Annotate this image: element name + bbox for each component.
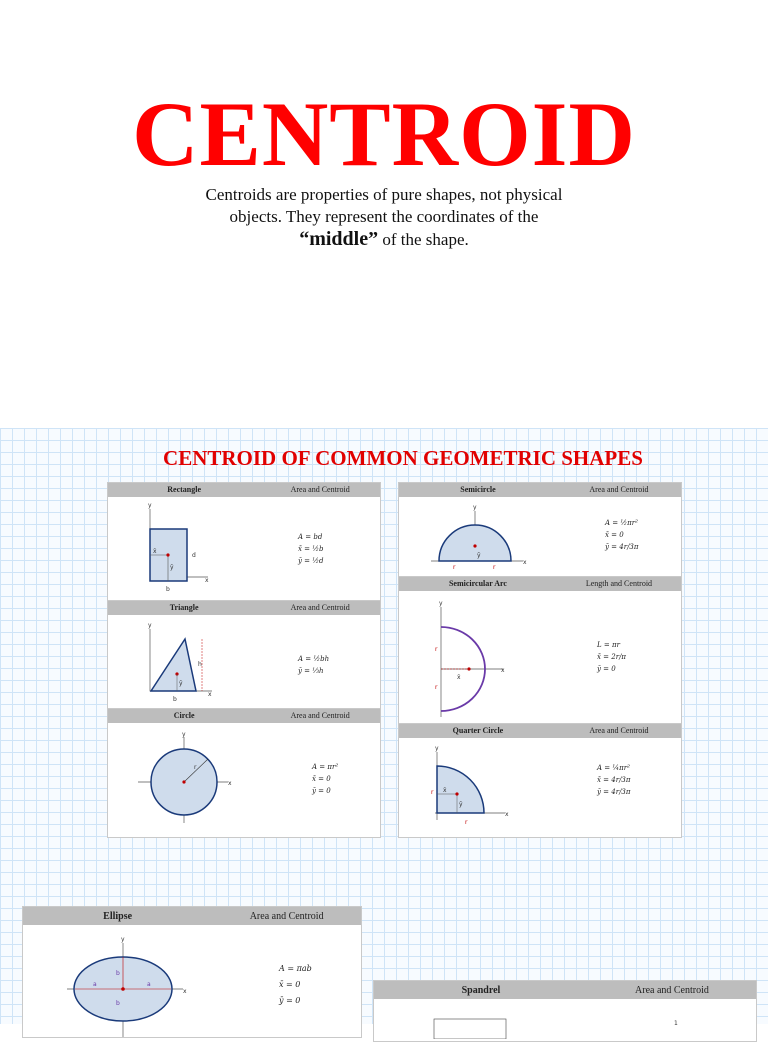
svg-text:x̄: x̄	[153, 548, 157, 555]
rectangle-formulas	[298, 531, 324, 567]
card-semicircular-arc	[398, 576, 682, 724]
svg-text:x: x	[208, 691, 212, 698]
card-title: Rectangle	[167, 485, 202, 494]
semicircle-diagram	[399, 497, 681, 577]
svg-text:y: y	[148, 502, 152, 509]
svg-text:r: r	[194, 764, 197, 771]
card-title: Semicircular Arc	[448, 579, 507, 588]
svg-text:ȳ: ȳ	[477, 552, 481, 559]
card-title: Triangle	[169, 603, 199, 612]
svg-text:b: b	[116, 1000, 120, 1007]
circle-diagram	[108, 723, 380, 837]
card-subtitle: Length and Centroid	[585, 579, 653, 588]
formula-area: A = ½bh	[298, 655, 330, 663]
svg-text:ȳ: ȳ	[170, 564, 174, 571]
svg-text:ȳ: ȳ	[459, 801, 463, 808]
formula-y: ȳ = 0	[597, 665, 616, 673]
formula-area: A = πr²	[312, 763, 339, 771]
card-header	[23, 907, 361, 925]
quarter-circle-formulas	[597, 762, 630, 798]
card-header	[108, 483, 380, 497]
rectangle-diagram	[108, 497, 380, 601]
card-subtitle: Area and Centroid	[249, 911, 324, 922]
card-rectangle	[107, 482, 381, 602]
page-title: CENTROID	[132, 83, 636, 185]
svg-text:y: y	[435, 745, 439, 752]
svg-text:b: b	[166, 586, 170, 593]
intro-line-1: Centroids are properties of pure shapes, not physical	[205, 185, 563, 204]
formula-area: A = bd	[298, 533, 323, 541]
intro-line-3	[0, 228, 768, 251]
formula-y: ȳ = ⅓h	[298, 667, 324, 675]
card-title: Ellipse	[103, 911, 133, 922]
formula-x: x̄ = 4r/3π	[597, 776, 631, 784]
svg-text:x: x	[228, 780, 232, 787]
card-subtitle: Area and Centroid	[635, 985, 709, 996]
card-triangle	[107, 600, 381, 710]
card-title: Quarter Circle	[452, 726, 504, 735]
card-circle	[107, 708, 381, 838]
card-subtitle: Area and Centroid	[589, 726, 649, 735]
svg-text:r: r	[435, 684, 438, 691]
svg-text:a: a	[93, 981, 97, 988]
triangle-diagram	[108, 615, 380, 709]
svg-text:y: y	[182, 731, 186, 738]
card-title: Semicircle	[460, 485, 496, 494]
card-header	[399, 724, 681, 738]
svg-text:r: r	[493, 564, 496, 571]
formula-y: ȳ = ½d	[298, 557, 324, 565]
svg-text:h: h	[198, 661, 202, 668]
intro-line-3-rest: of the shape.	[378, 230, 469, 249]
card-header	[374, 981, 756, 999]
semicircle-formulas	[605, 517, 638, 553]
formula-x: x̄ = 0	[605, 531, 624, 539]
formula-x: x̄ = 2r/π	[597, 653, 627, 661]
svg-text:a: a	[147, 981, 151, 988]
formula-y: ȳ = 0	[279, 996, 301, 1005]
formula-area: A = πab	[279, 964, 312, 973]
svg-text:r: r	[465, 819, 468, 826]
svg-text:r: r	[453, 564, 456, 571]
card-header	[399, 577, 681, 591]
svg-text:r: r	[431, 789, 434, 796]
intro-text	[0, 184, 768, 251]
svg-text:x: x	[523, 559, 527, 566]
svg-text:x: x	[183, 988, 187, 995]
svg-text:x: x	[505, 811, 509, 818]
card-subtitle: Area and Centroid	[290, 711, 350, 720]
spandrel-diagram	[374, 999, 756, 1039]
triangle-formulas	[298, 653, 329, 677]
card-semicircle	[398, 482, 682, 578]
formula-y: ȳ = 0	[312, 787, 331, 795]
circle-formulas	[312, 761, 338, 797]
formula-y: ȳ = 4r/3π	[597, 788, 631, 796]
formula-area: A = ¼πr²	[597, 764, 630, 772]
card-header	[399, 483, 681, 497]
section-title: CENTROID OF COMMON GEOMETRIC SHAPES	[163, 446, 643, 470]
svg-text:y: y	[439, 600, 443, 607]
card-subtitle: Area and Centroid	[290, 603, 350, 612]
svg-text:y: y	[473, 504, 477, 511]
intro-line-2: objects. They represent the coordinates of the	[229, 207, 539, 226]
card-title: Spandrel	[461, 985, 501, 996]
card-spandrel	[373, 980, 757, 1042]
card-header	[108, 709, 380, 723]
svg-text:r: r	[435, 646, 438, 653]
card-subtitle: Area and Centroid	[589, 485, 649, 494]
formula-x: x̄ = 0	[279, 980, 301, 989]
card-header	[108, 601, 380, 615]
svg-text:ȳ: ȳ	[179, 680, 183, 687]
svg-text:b: b	[173, 696, 177, 703]
semicircular-arc-diagram	[399, 591, 681, 723]
svg-text:1: 1	[674, 1020, 678, 1027]
formula-y: ȳ = 4r/3π	[605, 543, 639, 551]
svg-text:b: b	[116, 970, 120, 977]
arc-formulas	[597, 639, 626, 675]
svg-text:x̄: x̄	[443, 787, 447, 794]
svg-text:d: d	[192, 552, 196, 559]
svg-text:x̄: x̄	[457, 674, 461, 681]
svg-text:y: y	[148, 622, 152, 629]
card-subtitle: Area and Centroid	[290, 485, 350, 494]
ellipse-formulas	[279, 961, 312, 1009]
quarter-circle-diagram	[399, 738, 681, 837]
intro-emphasis: “middle”	[299, 228, 379, 250]
svg-text:y: y	[121, 936, 125, 943]
card-title: Circle	[173, 711, 195, 720]
card-ellipse	[22, 906, 362, 1038]
svg-text:x: x	[205, 577, 209, 584]
formula-area: A = ½πr²	[605, 519, 638, 527]
svg-text:x: x	[501, 667, 505, 674]
card-quarter-circle	[398, 723, 682, 838]
formula-x: x̄ = 0	[312, 775, 331, 783]
formula-length: L = πr	[597, 641, 620, 649]
formula-x: x̄ = ½b	[298, 545, 324, 553]
